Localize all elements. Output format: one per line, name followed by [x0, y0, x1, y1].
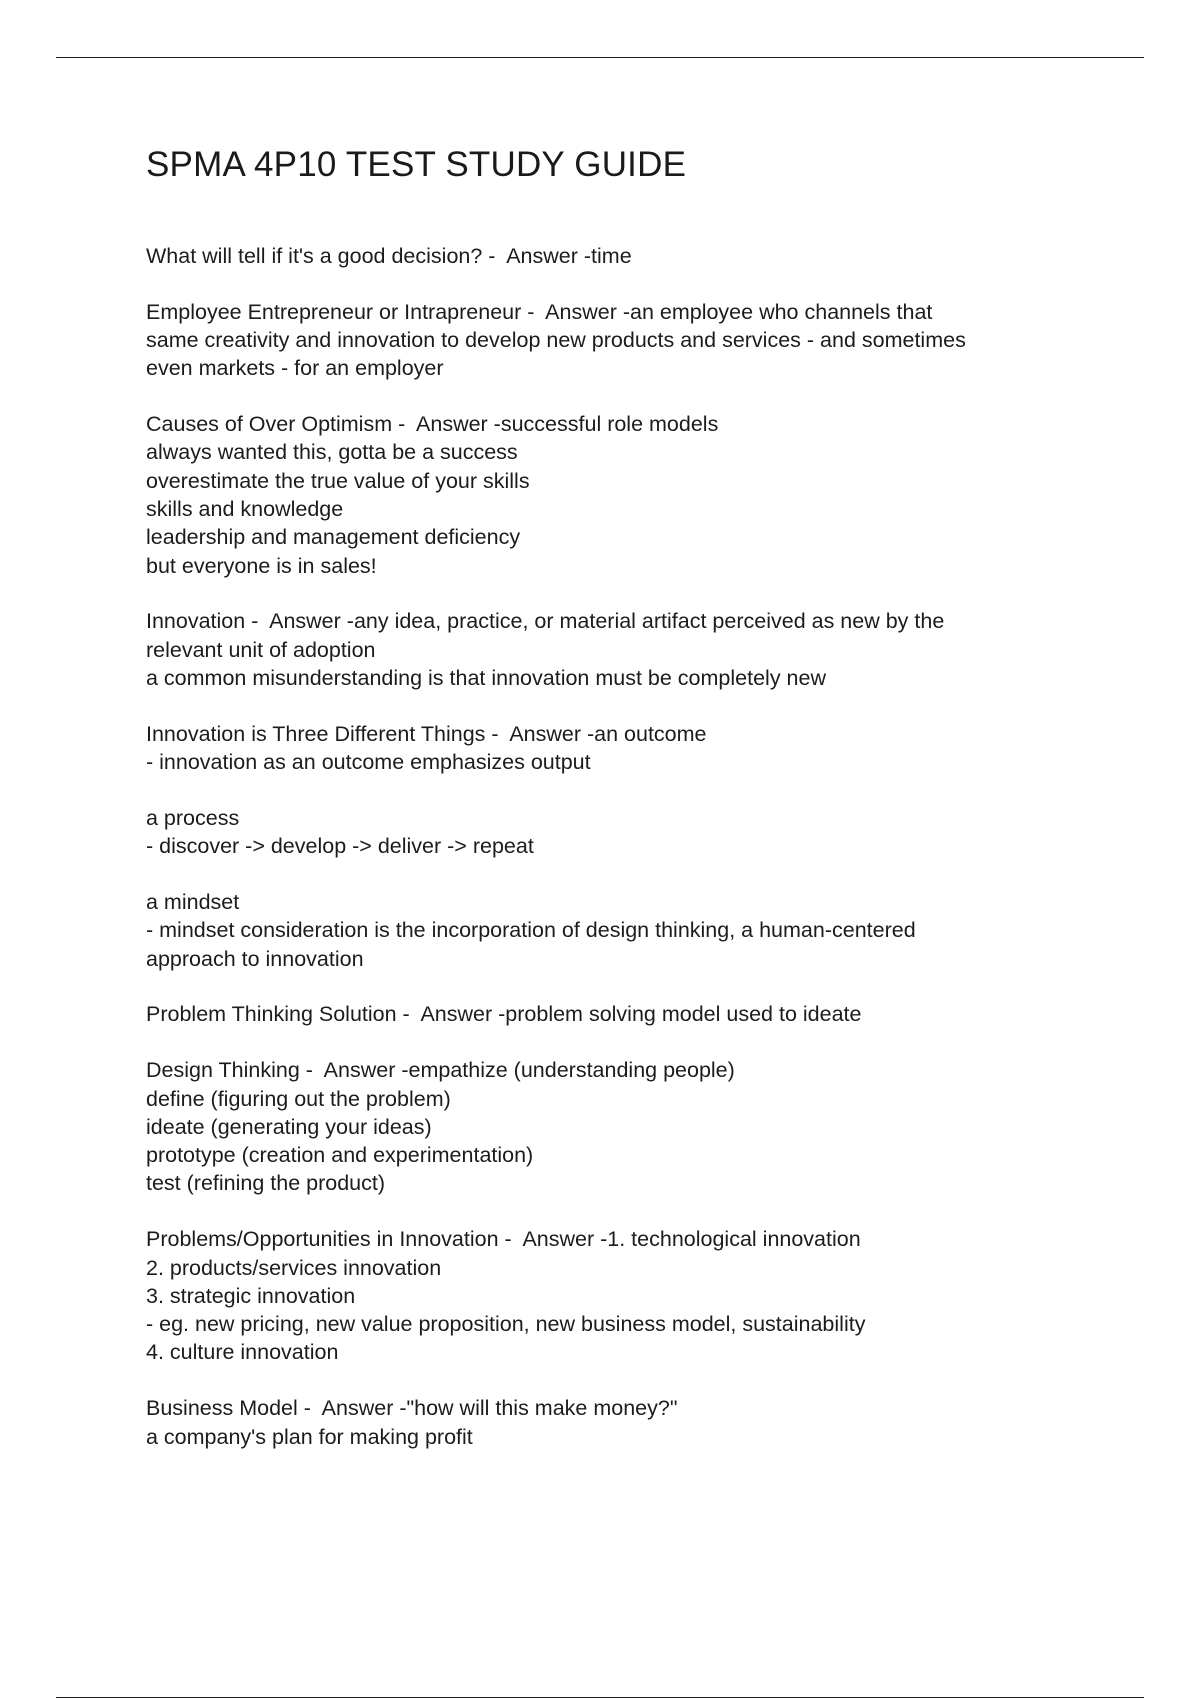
answer-separator: - Answer - [485, 721, 595, 746]
question-term: Innovation [146, 609, 246, 634]
question-term: Problem Thinking Solution [146, 1002, 397, 1027]
qa-entry [146, 1394, 1096, 1451]
answer-text: time [591, 244, 632, 268]
answer-line: define (figuring out the problem) [146, 1086, 451, 1111]
qa-entry [146, 1225, 1096, 1366]
answer-line: leadership and management deficiency [146, 525, 521, 550]
qa-entry [146, 888, 1096, 973]
question-term: Business Model [146, 1396, 298, 1421]
page-title: SPMA 4P10 TEST STUDY GUIDE [146, 145, 687, 184]
answer-line: overestimate the true value of your skills [146, 468, 530, 493]
answer-line: same creativity and innovation to develop new products and services - and sometimes [146, 328, 966, 353]
qa-question-line [146, 1000, 1096, 1028]
question-term: Design Thinking [146, 1058, 300, 1083]
question-term: Innovation is Three Different Things [146, 721, 486, 746]
answer-line: 4. culture innovation [146, 1340, 339, 1365]
answer-line: relevant unit of adoption [146, 637, 376, 662]
question-term: Causes of Over Optimism [146, 412, 393, 437]
answer-separator: - Answer - [297, 1396, 407, 1421]
bottom-rule [56, 1697, 1144, 1698]
top-rule [56, 57, 1144, 58]
answer-separator: - Answer - [498, 1227, 608, 1252]
qa-question-line [146, 242, 1096, 270]
answer-separator: - Answer - [245, 609, 354, 634]
qa-entry [146, 242, 1096, 270]
answer-text: successful role models [500, 412, 719, 437]
answer-separator: - Answer - [392, 412, 501, 437]
qa-question-line [146, 1056, 1096, 1084]
answer-text: problem solving model used to ideate [505, 1002, 862, 1027]
answer-separator: - Answer - [482, 244, 592, 268]
answer-line: - mindset consideration is the incorporation of design thinking, a human-centered [146, 918, 916, 943]
answer-line: test (refining the product) [146, 1171, 386, 1196]
answer-text: "how will this make money?" [406, 1396, 678, 1421]
answer-line: approach to innovation [146, 946, 364, 971]
answer-line: always wanted this, gotta be a success [146, 440, 518, 465]
answer-line: a mindset [146, 890, 240, 915]
question-term: Employee Entrepreneur or Intrapreneur [146, 299, 522, 324]
answer-text: an outcome [594, 721, 707, 746]
answer-text: any idea, practice, or material artifact perceived as new by the [353, 609, 945, 634]
answer-line: 2. products/services innovation [146, 1255, 442, 1280]
qa-question-line [146, 720, 1096, 748]
answer-line: - eg. new pricing, new value proposition, new business model, sustainability [146, 1312, 866, 1337]
answer-separator: - Answer - [521, 299, 630, 324]
qa-entry [146, 804, 1096, 861]
qa-entry [146, 410, 1096, 580]
qa-question-line [146, 298, 1096, 326]
qa-question-line [146, 1394, 1096, 1422]
qa-question-line [146, 1225, 1096, 1253]
answer-line: skills and knowledge [146, 497, 344, 522]
question-term: What will tell if it's a good decision? [146, 244, 483, 268]
answer-text: empathize (understanding people) [408, 1058, 735, 1083]
answer-separator: - Answer - [396, 1002, 506, 1027]
qa-entry [146, 1056, 1096, 1197]
qa-entry [146, 720, 1096, 777]
qa-entry [146, 1000, 1096, 1028]
answer-line: 3. strategic innovation [146, 1283, 356, 1308]
answer-line: but everyone is in sales! [146, 553, 377, 578]
study-guide-entries [146, 242, 1096, 1478]
answer-text: 1. technological innovation [607, 1227, 861, 1252]
question-term: Problems/Opportunities in Innovation [146, 1227, 499, 1252]
qa-entry [146, 298, 1096, 383]
answer-line: even markets - for an employer [146, 356, 444, 381]
qa-question-line [146, 607, 1096, 635]
answer-line: a common misunderstanding is that innovation must be completely new [146, 666, 826, 691]
answer-separator: - Answer - [299, 1058, 409, 1083]
answer-line: - discover -> develop -> deliver -> repeat [146, 834, 534, 859]
qa-question-line [146, 410, 1096, 438]
answer-line: ideate (generating your ideas) [146, 1114, 432, 1139]
answer-line: prototype (creation and experimentation) [146, 1143, 534, 1168]
qa-entry [146, 607, 1096, 692]
answer-text: an employee who channels that [629, 299, 933, 324]
answer-line: - innovation as an outcome emphasizes output [146, 750, 591, 775]
answer-line: a process [146, 805, 240, 830]
answer-line: a company's plan for making profit [146, 1424, 473, 1449]
